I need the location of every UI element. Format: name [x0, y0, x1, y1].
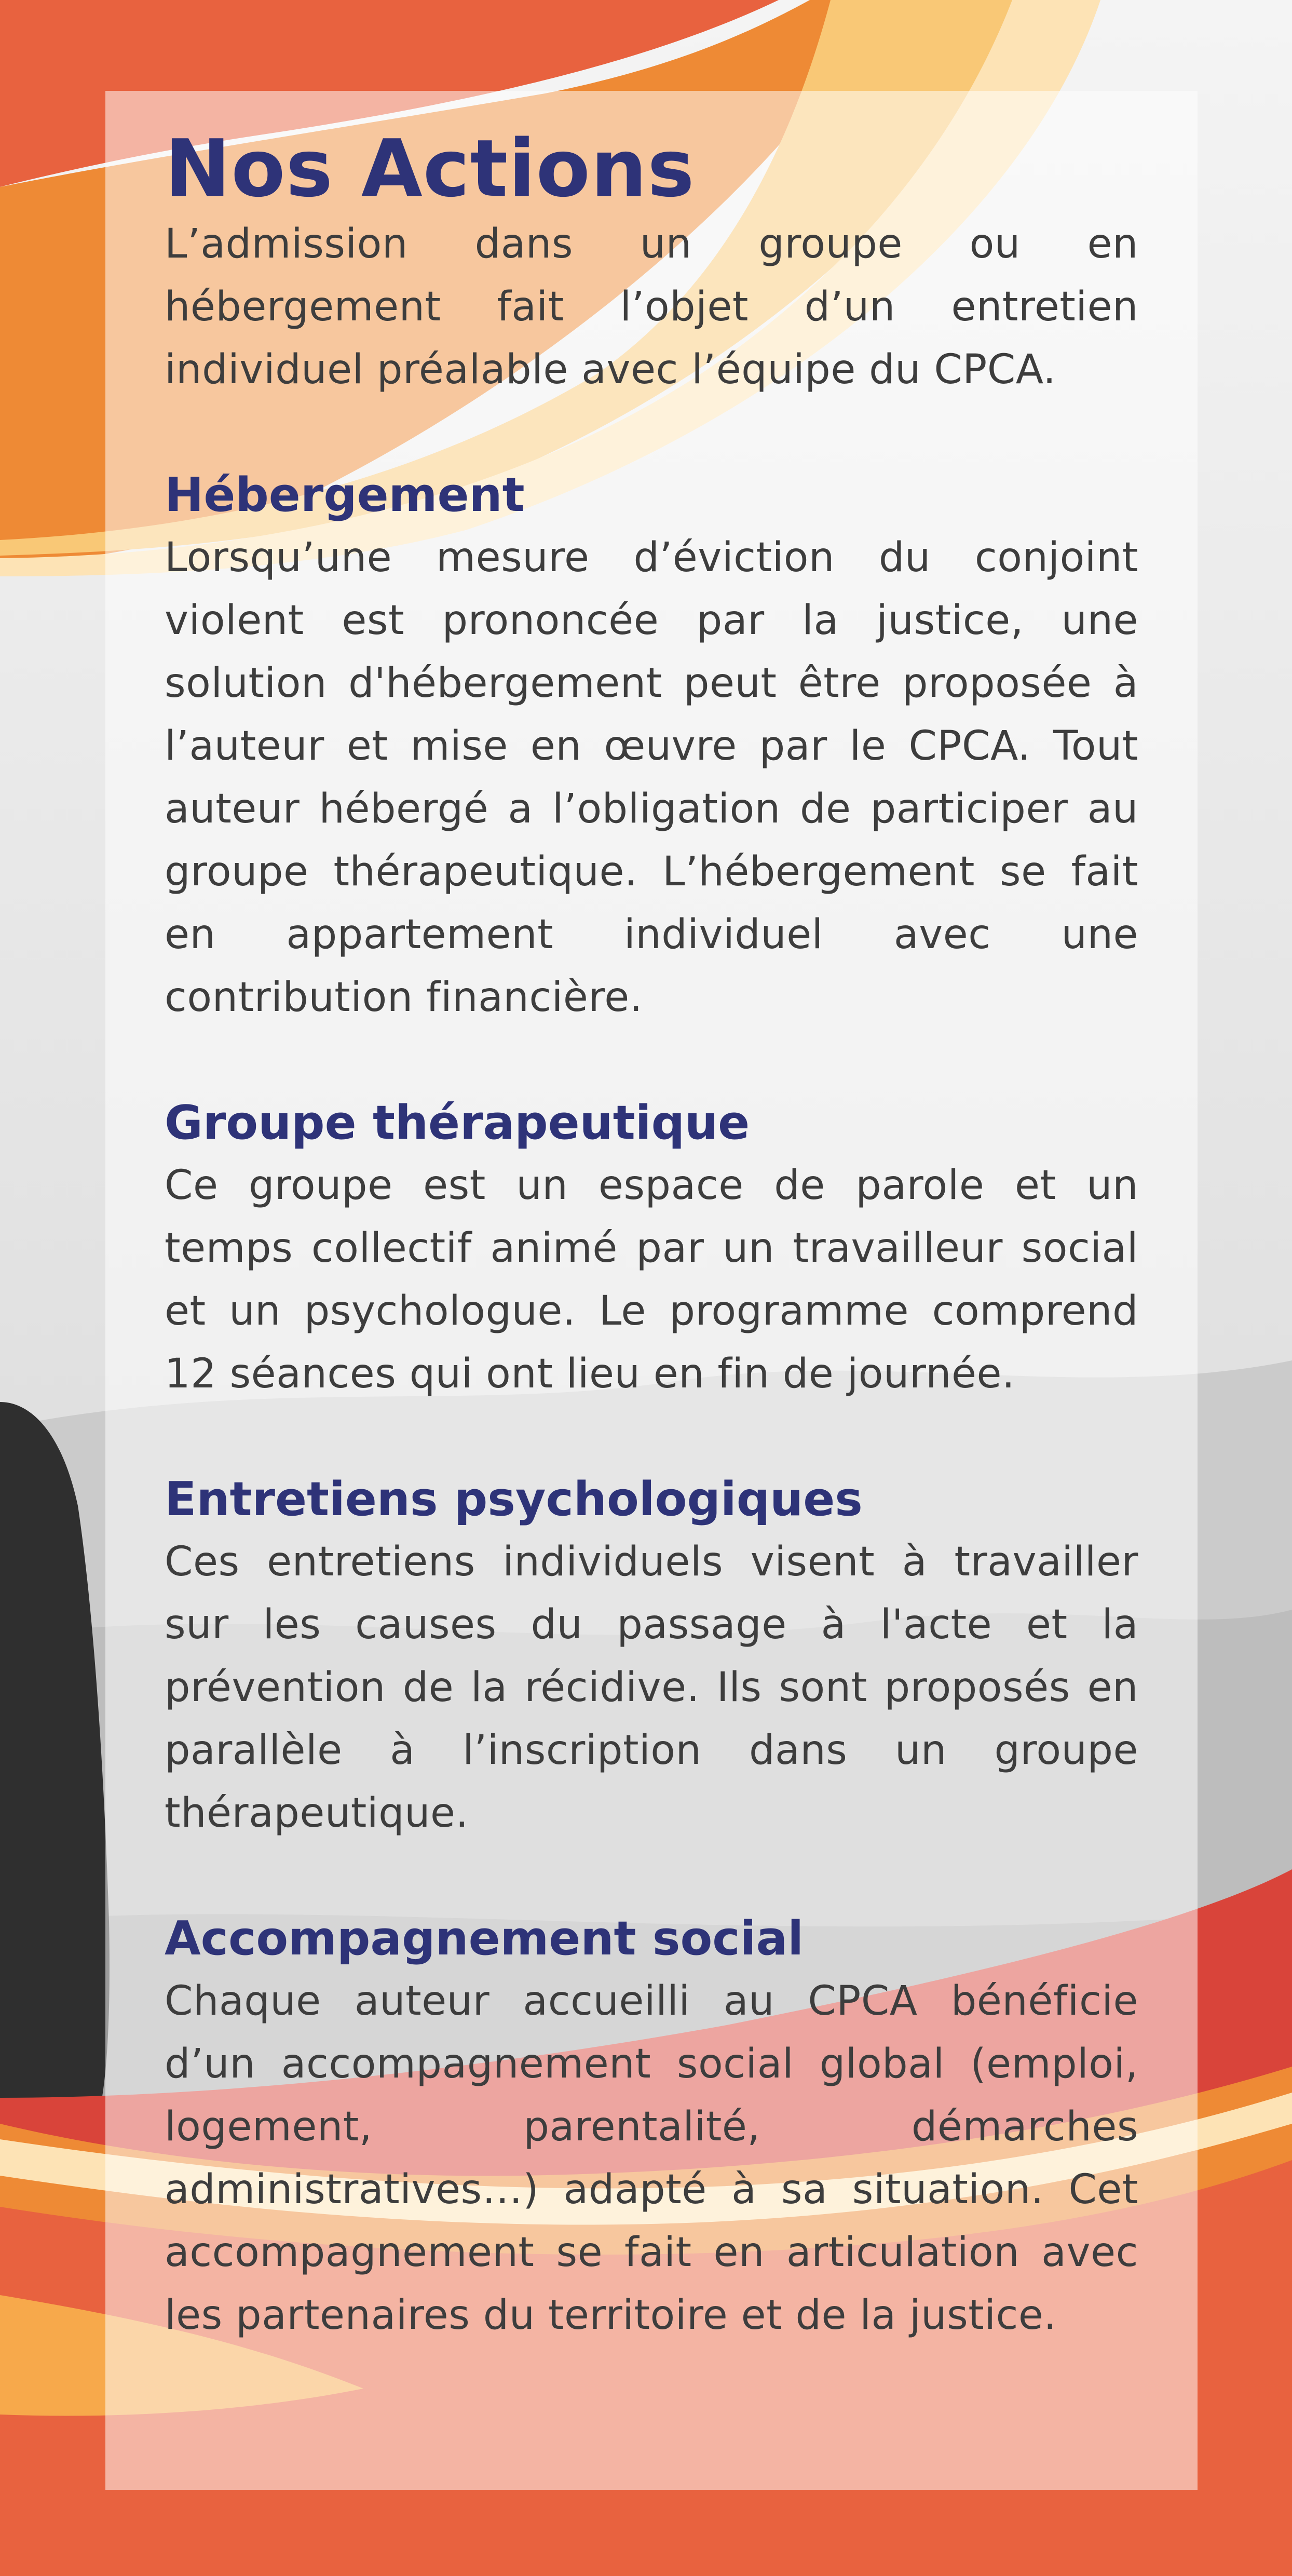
spacer — [165, 1845, 1138, 1908]
content-column — [165, 125, 1138, 2347]
section-text-entretiens-psychologiques: Ces entretiens individuels visent à travailler sur les causes du passage à l'acte et la prévention de la récidive. Ils sont proposés en parallèle à l’inscription dans un groupe thérapeutique. — [165, 1539, 1138, 1837]
spacer — [165, 401, 1138, 464]
section-heading-entretiens-psychologiques: Entretiens psychologiques — [165, 1472, 863, 1527]
intro-paragraph: L’admission dans un groupe ou en hébergement fait l’objet d’un entretien individuel préalable avec l’équipe du CPCA. — [165, 221, 1138, 393]
section-text-accompagnement-social: Chaque auteur accueilli au CPCA bénéficie d’un accompagnement social global (emploi, logement, parentalité, démarches administratives…) adapté à sa situation. Cet accompagnement se fait en articulation avec les partenaires du territoire et de la justice. — [165, 1978, 1138, 2339]
page-title: Nos Actions — [165, 123, 695, 214]
section-heading-hebergement: Hébergement — [165, 468, 525, 522]
section-heading-accompagnement-social: Accompagnement social — [165, 1911, 804, 1966]
spacer — [165, 1406, 1138, 1468]
section-text-groupe-therapeutique: Ce groupe est un espace de parole et un temps collectif animé par un travailleur social et un psychologue. Le programme comprend 12 séances qui ont lieu en fin de journée. — [165, 1162, 1138, 1397]
section-text-hebergement: Lorsqu’une mesure d’éviction du conjoint violent est prononcée par la justice, une solution d'hébergement peut être proposée à l’auteur et mise en œuvre par le CPCA. Tout auteur hébergé a l’obligation de participer au groupe thérapeutique. L’hébergement se fait en appartement individuel avec une contribution financière. — [165, 534, 1138, 1021]
section-heading-groupe-therapeutique: Groupe thérapeutique — [165, 1096, 750, 1150]
spacer — [165, 1029, 1138, 1092]
